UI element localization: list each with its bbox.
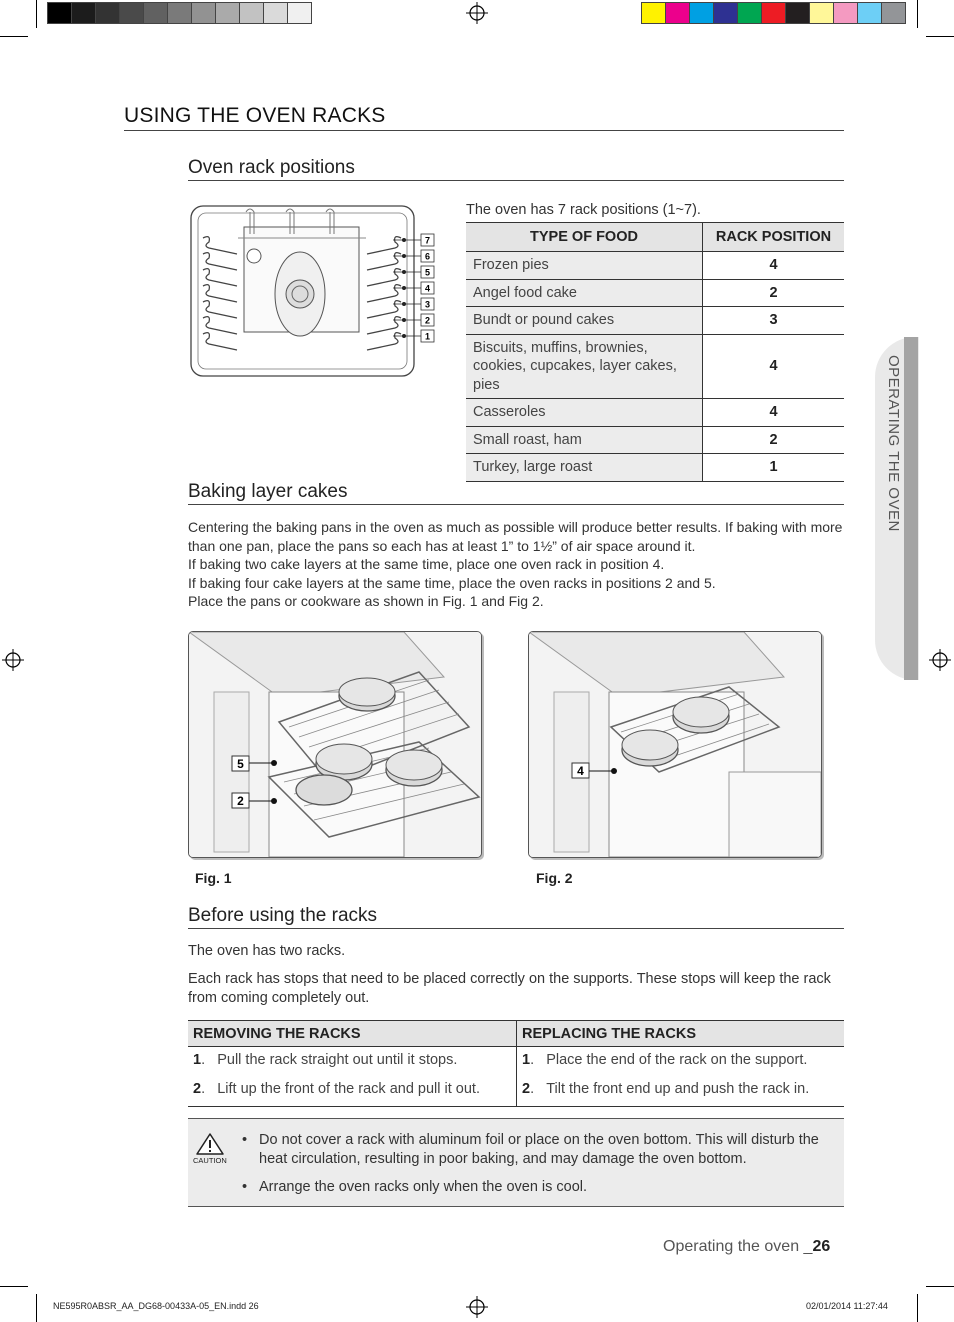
color-swatch bbox=[641, 2, 666, 24]
food-rack-table bbox=[466, 222, 844, 482]
table-header-food: TYPE OF FOOD bbox=[466, 223, 703, 252]
color-swatch bbox=[71, 2, 96, 24]
rack-number-label: 6 bbox=[424, 251, 431, 262]
registration-mark-icon bbox=[466, 1296, 488, 1318]
fig1-label: Fig. 1 bbox=[195, 870, 232, 886]
step-text: Place the end of the rack on the support. bbox=[546, 1052, 808, 1068]
color-swatch bbox=[119, 2, 144, 24]
table-row bbox=[466, 279, 844, 307]
table-row bbox=[466, 307, 844, 335]
rack-number-label: 1 bbox=[424, 331, 431, 342]
page-title: USING THE OVEN RACKS bbox=[124, 104, 844, 131]
rack-dot bbox=[402, 318, 406, 322]
page-number: 26 bbox=[812, 1238, 831, 1255]
step-number: 1 bbox=[193, 1052, 202, 1068]
rack-number-label: 7 bbox=[424, 235, 431, 246]
before-paragraph-2: Each rack has stops that need to be placed correctly on the supports. These stops will keep the rack from coming completely out. bbox=[188, 971, 831, 1006]
caution-warning-icon bbox=[195, 1132, 225, 1156]
food-cell: Turkey, large roast bbox=[466, 454, 703, 482]
section-title-rack-positions: Oven rack positions bbox=[188, 157, 844, 181]
color-swatch bbox=[833, 2, 858, 24]
before-paragraph-1: The oven has two racks. bbox=[188, 943, 346, 959]
registration-mark-icon bbox=[929, 649, 951, 671]
color-swatch bbox=[713, 2, 738, 24]
step-number: 2 bbox=[193, 1081, 202, 1097]
caution-bullet-text: Arrange the oven racks only when the oven is cool. bbox=[259, 1179, 588, 1195]
rack-number-label: 5 bbox=[424, 267, 431, 278]
rack-cell: 1 bbox=[703, 454, 845, 482]
color-swatch bbox=[263, 2, 288, 24]
rack-cell: 2 bbox=[703, 426, 845, 454]
food-cell: Angel food cake bbox=[466, 279, 703, 307]
table-row bbox=[188, 1047, 844, 1107]
food-cell: Small roast, ham bbox=[466, 426, 703, 454]
replacing-steps: 1. Place the end of the rack on the support. 2. Tilt the front end up and push the rack in. bbox=[517, 1047, 845, 1107]
figure-1-illustration bbox=[188, 631, 482, 858]
color-swatch bbox=[665, 2, 690, 24]
table-header-replacing: REPLACING THE RACKS bbox=[517, 1021, 845, 1047]
rack-cell: 2 bbox=[703, 279, 845, 307]
footer-text: Operating the oven _ bbox=[663, 1238, 813, 1255]
page-footer bbox=[663, 1238, 830, 1256]
rack-cell: 3 bbox=[703, 307, 845, 335]
rack-cell: 4 bbox=[703, 252, 845, 280]
step-text: Lift up the front of the rack and pull it out. bbox=[217, 1081, 480, 1097]
step-number: 1 bbox=[522, 1052, 531, 1068]
color-swatch bbox=[809, 2, 834, 24]
color-swatch bbox=[761, 2, 786, 24]
food-cell: Biscuits, muffins, brownies, cookies, cupcakes, layer cakes, pies bbox=[466, 334, 703, 399]
caution-bullet: • Arrange the oven racks only when the oven is cool. bbox=[242, 1179, 588, 1195]
slug-filename: NE595R0ABSR_AA_DG68-00433A-05_EN.indd 26 bbox=[53, 1301, 259, 1311]
table-row bbox=[466, 454, 844, 482]
rack-dot bbox=[402, 254, 406, 258]
slug-date: 02/01/2014 11:27:44 bbox=[806, 1301, 888, 1311]
table-header-removing: REMOVING THE RACKS bbox=[188, 1021, 517, 1047]
caution-bullet-text: Do not cover a rack with aluminum foil or place on the oven bottom. This will disturb the heat circulation, resulting in poor baking, and may damage the oven bottom. bbox=[259, 1132, 819, 1167]
side-tab-bar bbox=[904, 337, 918, 680]
fig1-callout-2: 2 bbox=[237, 794, 244, 808]
color-swatch bbox=[191, 2, 216, 24]
color-swatch bbox=[47, 2, 72, 24]
food-cell: Frozen pies bbox=[466, 252, 703, 280]
color-swatch bbox=[689, 2, 714, 24]
color-swatch bbox=[95, 2, 120, 24]
rack-dot bbox=[402, 270, 406, 274]
food-cell: Bundt or pound cakes bbox=[466, 307, 703, 335]
section-title-baking: Baking layer cakes bbox=[188, 481, 844, 505]
color-swatch bbox=[215, 2, 240, 24]
paragraph: Centering the baking pans in the oven as much as possible will produce better results. If baking with more than one pan, place the pans so each has at least 1” to 1½” of air space around it. bbox=[188, 519, 843, 554]
color-swatch bbox=[881, 2, 906, 24]
color-swatch bbox=[857, 2, 882, 24]
paragraph: If baking four cake layers at the same time, place the oven racks in positions 2 and 5. bbox=[188, 574, 716, 591]
paragraph: Place the pans or cookware as shown in Fig. 1 and Fig 2. bbox=[188, 593, 544, 609]
fig2-label: Fig. 2 bbox=[536, 870, 573, 886]
rack-number-label: 2 bbox=[424, 315, 431, 326]
table-row bbox=[466, 399, 844, 427]
registration-mark-icon bbox=[466, 2, 488, 24]
rack-number-label: 4 bbox=[424, 283, 431, 294]
rack-cell: 4 bbox=[703, 334, 845, 399]
step-number: 2 bbox=[522, 1081, 531, 1097]
table-row bbox=[466, 252, 844, 280]
food-cell: Casseroles bbox=[466, 399, 703, 427]
color-swatch bbox=[737, 2, 762, 24]
color-swatch bbox=[143, 2, 168, 24]
table-row bbox=[466, 334, 844, 399]
oven-rack-diagram bbox=[188, 200, 438, 380]
caution-box bbox=[188, 1118, 844, 1207]
table-row bbox=[466, 426, 844, 454]
fig1-callout-5: 5 bbox=[237, 757, 244, 771]
rack-dot bbox=[402, 334, 406, 338]
racks-table bbox=[188, 1020, 844, 1107]
rack-intro: The oven has 7 rack positions (1~7). bbox=[466, 202, 701, 218]
step-text: Tilt the front end up and push the rack in. bbox=[546, 1081, 810, 1097]
caution-label: CAUTION bbox=[193, 1156, 227, 1165]
registration-mark-icon bbox=[2, 649, 24, 671]
fig2-callout-4: 4 bbox=[577, 764, 584, 778]
rack-cell: 4 bbox=[703, 399, 845, 427]
color-swatch bbox=[287, 2, 312, 24]
figure-2-illustration bbox=[528, 631, 822, 858]
rack-dot bbox=[402, 286, 406, 290]
color-swatch bbox=[785, 2, 810, 24]
color-swatch bbox=[167, 2, 192, 24]
paragraph: If baking two cake layers at the same time, place one oven rack in position 4. bbox=[188, 556, 665, 572]
table-header-rack: RACK POSITION bbox=[703, 223, 845, 252]
side-tab-label: OPERATING THE OVEN bbox=[885, 355, 902, 532]
removing-steps: 1. Pull the rack straight out until it stops. 2. Lift up the front of the rack and pull it out. bbox=[193, 1052, 480, 1097]
step-text: Pull the rack straight out until it stops. bbox=[217, 1052, 458, 1068]
color-swatch bbox=[239, 2, 264, 24]
section-title-before: Before using the racks bbox=[188, 905, 844, 929]
rack-dot bbox=[402, 238, 406, 242]
caution-bullet: • Do not cover a rack with aluminum foil or place on the oven bottom. This will disturb the heat circulation, resulting in poor baking, and may damage the oven bottom. bbox=[242, 1131, 832, 1168]
rack-dot bbox=[402, 302, 406, 306]
baking-text bbox=[188, 518, 844, 611]
rack-number-label: 3 bbox=[424, 299, 431, 310]
